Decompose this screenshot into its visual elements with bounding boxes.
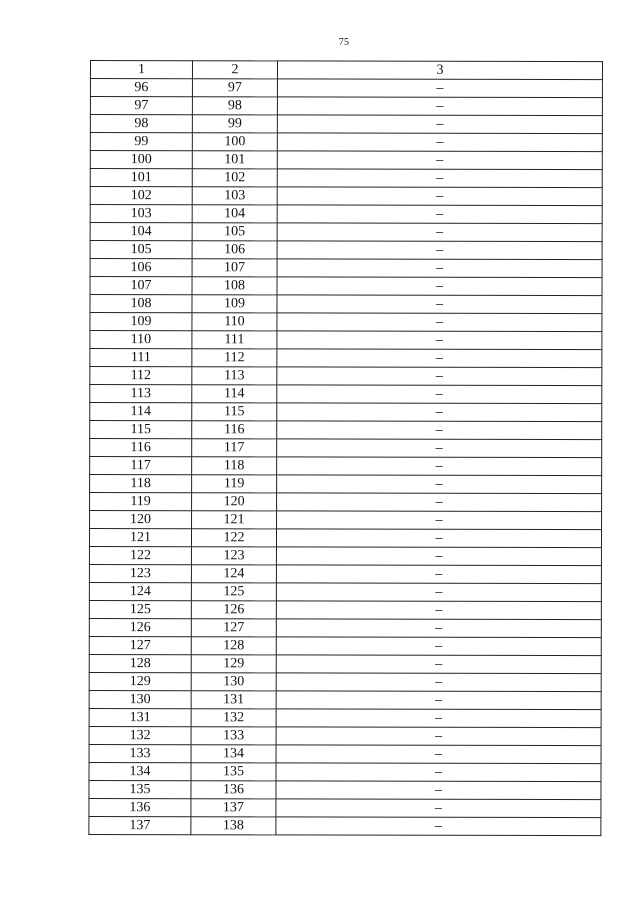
table-row <box>89 564 601 583</box>
table-row <box>90 97 602 116</box>
table-cell-col-1: 126 <box>89 618 191 636</box>
table-cell-col-3: – <box>276 673 601 692</box>
table-cell-col-3: – <box>277 493 602 512</box>
table-row <box>89 600 601 619</box>
table-cell-col-1: 104 <box>90 223 192 241</box>
table-cell-col-1: 129 <box>89 672 191 690</box>
table-cell-col-1: 107 <box>90 277 192 295</box>
table-cell-col-1: 115 <box>90 421 192 439</box>
table-row <box>90 259 602 278</box>
table-cell-col-2: 98 <box>192 97 277 115</box>
table-cell-col-3: – <box>276 691 601 710</box>
table-cell-col-1: 137 <box>89 816 191 834</box>
table-row <box>89 672 601 691</box>
table-cell-col-1: 106 <box>90 259 192 277</box>
table-row <box>90 223 602 242</box>
table-cell-col-3: – <box>276 799 601 818</box>
table-cell-col-1: 132 <box>89 726 191 744</box>
table-row <box>90 205 602 224</box>
table-cell-col-2: 127 <box>191 619 276 637</box>
table-cell-col-3: – <box>277 205 602 224</box>
table-cell-col-1: 123 <box>89 564 191 582</box>
table-cell-col-1: 130 <box>89 690 191 708</box>
table-cell-col-2: 106 <box>192 241 277 259</box>
table-cell-col-1: 127 <box>89 636 191 654</box>
table-cell-col-2: 122 <box>191 529 276 547</box>
table-cell-col-3: – <box>276 763 601 782</box>
table-cell-col-1: 101 <box>90 169 192 187</box>
table-cell-col-3: – <box>276 529 601 548</box>
table-cell-col-3: – <box>277 475 602 494</box>
table-row <box>89 636 601 655</box>
table-cell-col-2: 124 <box>191 565 276 583</box>
table-cell-col-3: – <box>277 367 602 386</box>
table-cell-col-3: – <box>277 259 602 278</box>
table-cell-col-1: 113 <box>90 385 192 403</box>
table-cell-col-2: 126 <box>191 601 276 619</box>
table-cell-col-2: 107 <box>192 259 277 277</box>
table-cell-col-3: – <box>277 133 602 152</box>
table-cell-col-3: – <box>277 439 602 458</box>
table-cell-col-2: 104 <box>192 205 277 223</box>
table-row <box>90 331 602 350</box>
table-cell-col-2: 97 <box>192 79 277 97</box>
table-cell-col-3: – <box>277 511 602 530</box>
table-row <box>90 169 602 188</box>
page-number: 75 <box>338 37 350 48</box>
table-cell-col-3: – <box>277 421 602 440</box>
table-cell-col-1: 131 <box>89 708 191 726</box>
table-cell-col-1: 121 <box>89 529 191 547</box>
table-row <box>89 618 601 637</box>
table-cell-col-2: 121 <box>192 511 277 529</box>
table-cell-col-2: 119 <box>192 475 277 493</box>
table-cell-col-3: – <box>277 241 602 260</box>
table-cell-col-2: 109 <box>192 295 277 313</box>
table-cell-col-1: 118 <box>90 475 192 493</box>
table-cell-col-2: 137 <box>191 799 276 817</box>
table-cell-col-3: – <box>276 637 601 656</box>
table-cell-col-3: – <box>277 79 602 98</box>
table-row <box>90 457 602 476</box>
table-cell-col-1: 108 <box>90 295 192 313</box>
table-cell-col-2: 134 <box>191 745 276 763</box>
table-row <box>89 816 601 835</box>
table-row <box>89 726 601 745</box>
table-cell-col-2: 138 <box>191 817 276 835</box>
table-row <box>89 529 601 548</box>
table-row <box>90 367 602 386</box>
table-cell-col-3: – <box>276 709 601 728</box>
table-cell-col-2: 135 <box>191 763 276 781</box>
table-cell-col-2: 123 <box>191 547 276 565</box>
table-cell-col-2: 125 <box>191 583 276 601</box>
table-row <box>90 151 602 170</box>
table-cell-col-1: 134 <box>89 762 191 780</box>
column-header-1: 1 <box>90 61 192 79</box>
table-cell-col-1: 119 <box>90 493 192 511</box>
table-row <box>90 295 602 314</box>
table-cell-col-2: 129 <box>191 655 276 673</box>
table-cell-col-1: 125 <box>89 600 191 618</box>
table-cell-col-1: 99 <box>90 133 192 151</box>
table-row <box>90 115 602 134</box>
table-cell-col-3: – <box>276 547 601 566</box>
table-cell-col-2: 133 <box>191 727 276 745</box>
table-cell-col-3: – <box>277 115 602 134</box>
table-cell-col-1: 112 <box>90 367 192 385</box>
table-cell-col-2: 118 <box>192 457 277 475</box>
table-cell-col-1: 135 <box>89 780 191 798</box>
table-cell-col-3: – <box>277 313 602 332</box>
table-cell-col-2: 108 <box>192 277 277 295</box>
table-cell-col-3: – <box>277 187 602 206</box>
table-cell-col-3: – <box>277 385 602 404</box>
table-cell-col-1: 111 <box>90 349 192 367</box>
table-row <box>90 439 602 458</box>
table-row <box>90 421 602 440</box>
table-cell-col-1: 110 <box>90 331 192 349</box>
table-row <box>90 133 602 152</box>
table-cell-col-1: 128 <box>89 654 191 672</box>
table-cell-col-1: 133 <box>89 744 191 762</box>
table-cell-col-1: 120 <box>90 511 192 529</box>
table-cell-col-3: – <box>276 583 601 602</box>
table-row <box>89 762 601 781</box>
table-row <box>90 349 602 368</box>
table-cell-col-1: 96 <box>90 79 192 97</box>
table-row <box>89 798 601 817</box>
table-cell-col-1: 116 <box>90 439 192 457</box>
table-cell-col-2: 100 <box>192 133 277 151</box>
table-cell-col-3: – <box>277 97 602 116</box>
table-cell-col-3: – <box>277 331 602 350</box>
table-cell-col-2: 136 <box>191 781 276 799</box>
table-cell-col-3: – <box>277 169 602 188</box>
table-cell-col-1: 114 <box>90 403 192 421</box>
table-cell-col-2: 128 <box>191 637 276 655</box>
table-row <box>89 780 601 799</box>
table-cell-col-3: – <box>276 745 601 764</box>
table-cell-col-3: – <box>277 277 602 296</box>
table-cell-col-1: 98 <box>90 115 192 133</box>
table-row <box>90 277 602 296</box>
table-row <box>89 744 601 763</box>
table-cell-col-2: 103 <box>192 187 277 205</box>
table-cell-col-1: 124 <box>89 582 191 600</box>
table-row <box>90 511 602 530</box>
table-cell-col-3: – <box>276 655 601 674</box>
data-table <box>88 60 603 836</box>
table-cell-col-3: – <box>276 565 601 584</box>
table-cell-col-1: 117 <box>90 457 192 475</box>
table-cell-col-3: – <box>276 619 601 638</box>
table-cell-col-2: 112 <box>192 349 277 367</box>
table-cell-col-2: 115 <box>192 403 277 421</box>
table-cell-col-3: – <box>277 349 602 368</box>
table-cell-col-3: – <box>276 817 601 836</box>
table-row <box>90 385 602 404</box>
column-header-3: 3 <box>277 61 602 80</box>
table-row <box>90 313 602 332</box>
table-row <box>90 187 602 206</box>
header-row <box>90 61 602 80</box>
table-cell-col-2: 116 <box>192 421 277 439</box>
table-cell-col-1: 122 <box>89 547 191 565</box>
table-row <box>89 690 601 709</box>
table-cell-col-3: – <box>277 457 602 476</box>
table-cell-col-1: 100 <box>90 151 192 169</box>
table-cell-col-1: 105 <box>90 241 192 259</box>
table-row <box>89 708 601 727</box>
table-cell-col-2: 102 <box>192 169 277 187</box>
table-cell-col-3: – <box>276 601 601 620</box>
table-cell-col-1: 109 <box>90 313 192 331</box>
table-cell-col-1: 102 <box>90 187 192 205</box>
table-body <box>89 79 603 836</box>
table-header <box>90 61 602 80</box>
table-cell-col-3: – <box>277 403 602 422</box>
table-cell-col-2: 101 <box>192 151 277 169</box>
table-row <box>89 547 601 566</box>
table-row <box>90 403 602 422</box>
table-cell-col-1: 103 <box>90 205 192 223</box>
table-cell-col-2: 110 <box>192 313 277 331</box>
table-cell-col-2: 117 <box>192 439 277 457</box>
table-cell-col-2: 105 <box>192 223 277 241</box>
table-cell-col-2: 99 <box>192 115 277 133</box>
table-row <box>90 475 602 494</box>
table-cell-col-1: 97 <box>90 97 192 115</box>
column-header-2: 2 <box>192 61 277 79</box>
table-cell-col-2: 120 <box>192 493 277 511</box>
table-cell-col-2: 132 <box>191 709 276 727</box>
table-cell-col-2: 114 <box>192 385 277 403</box>
table-cell-col-3: – <box>277 223 602 242</box>
table-cell-col-3: – <box>276 727 601 746</box>
table-cell-col-1: 136 <box>89 798 191 816</box>
table-cell-col-3: – <box>277 151 602 170</box>
table-row <box>89 654 601 673</box>
table-cell-col-3: – <box>277 295 602 314</box>
table-cell-col-2: 113 <box>192 367 277 385</box>
table-row <box>90 79 602 98</box>
table-cell-col-2: 131 <box>191 691 276 709</box>
table-row <box>89 582 601 601</box>
table-cell-col-3: – <box>276 781 601 800</box>
table-row <box>90 493 602 512</box>
table-cell-col-2: 130 <box>191 673 276 691</box>
table-cell-col-2: 111 <box>192 331 277 349</box>
table-row <box>90 241 602 260</box>
